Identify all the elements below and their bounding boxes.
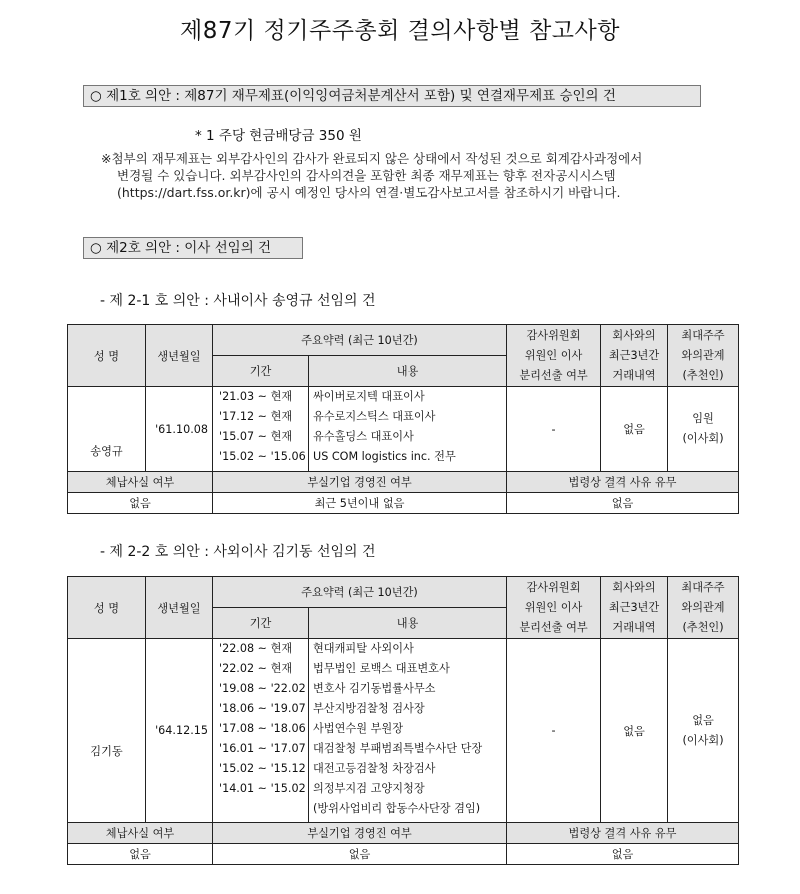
page-title: 제87기 정기주주총회 결의사항별 참고사항 — [180, 18, 620, 44]
header-name: 성 명 — [68, 577, 146, 639]
career-content: 사법연수원 부원장 — [313, 722, 404, 735]
trade-value: 없음 — [601, 639, 668, 823]
trade-value: 없음 — [601, 387, 668, 472]
header-trade-line: 최근3년간 — [608, 600, 660, 614]
header-relation — [668, 577, 739, 639]
header-tax: 체납사실 여부 — [68, 823, 213, 844]
header-relation-line: 최대주주 — [681, 580, 725, 594]
header-relation — [668, 325, 739, 387]
career-content: 부산지방검찰청 검사장 — [313, 702, 425, 715]
career-content: 대검찰청 부패범죄특별수사단 단장 — [313, 742, 483, 755]
header-period: 기간 — [213, 608, 309, 639]
header-relation-line: 와의관계 — [681, 600, 725, 614]
career-contents — [309, 387, 507, 472]
relation-line: (이사회) — [682, 733, 724, 747]
agenda-2-heading: ○ 제2호 의안 : 이사 선임의 건 — [83, 237, 303, 259]
header-trade-line: 회사와의 — [612, 328, 656, 342]
header-audit-line: 위원인 이사 — [524, 348, 583, 362]
career-content: 싸이버로지텍 대표이사 — [313, 390, 425, 403]
relation-line: (이사회) — [682, 432, 724, 445]
header-audit — [507, 577, 601, 639]
insolvent-value: 없음 — [213, 844, 507, 865]
career-content: (방위사업비리 합동수사단장 겸임) — [313, 802, 481, 815]
header-trade — [601, 577, 668, 639]
career-periods — [213, 387, 309, 472]
career-period: '18.06 ~ '19.07 — [219, 702, 306, 715]
career-period: '16.01 ~ '17.07 — [219, 742, 306, 755]
header-period: 기간 — [213, 356, 309, 387]
candidate-name: 송영규 — [68, 387, 146, 472]
header-audit-line: 위원인 이사 — [524, 600, 583, 614]
career-period: '19.08 ~ '22.02 — [219, 682, 306, 695]
header-career: 주요약력 (최근 10년간) — [213, 325, 507, 356]
candidate-name: 김기동 — [68, 639, 146, 823]
career-period: '22.08 ~ 현재 — [219, 642, 293, 655]
insolvent-value: 최근 5년이내 없음 — [213, 493, 507, 514]
career-period: '15.02 ~ '15.12 — [219, 762, 306, 775]
career-period: '22.02 ~ 현재 — [219, 662, 293, 675]
career-period: '17.12 ~ 현재 — [219, 410, 293, 423]
career-content: US COM logistics inc. 전무 — [313, 450, 456, 463]
candidate-1-table — [67, 324, 739, 514]
header-insolvent: 부실기업 경영진 여부 — [213, 472, 507, 493]
candidate-2-table — [67, 576, 739, 865]
header-relation-line: 최대주주 — [681, 328, 725, 342]
tax-value: 없음 — [68, 493, 213, 514]
relation-value — [668, 387, 739, 472]
relation-line: 임원 — [692, 412, 714, 425]
career-period: '21.03 ~ 현재 — [219, 390, 293, 403]
career-content: 의정부지검 고양지청장 — [313, 782, 425, 795]
career-content: 현대캐피탈 사외이사 — [313, 642, 414, 655]
header-tax: 체납사실 여부 — [68, 472, 213, 493]
career-period: '14.01 ~ '15.02 — [219, 782, 306, 795]
header-audit-line: 감사위원회 — [526, 580, 581, 594]
career-content: 변호사 김기동법률사무소 — [313, 682, 436, 695]
header-relation-line: (추천인) — [682, 368, 724, 382]
header-relation-line: (추천인) — [682, 620, 724, 634]
header-audit-line: 감사위원회 — [526, 328, 581, 342]
career-periods — [213, 639, 309, 823]
career-content: 유수홀딩스 대표이사 — [313, 430, 414, 443]
header-trade-line: 회사와의 — [612, 580, 656, 594]
agenda-2-1-subheading: - 제 2-1 호 의안 : 사내이사 송영규 선임의 건 — [100, 293, 376, 309]
header-birth: 생년월일 — [146, 577, 213, 639]
candidate-birth: '61.10.08 — [146, 387, 213, 472]
relation-value — [668, 639, 739, 823]
header-trade-line: 거래내역 — [612, 368, 656, 382]
header-trade-line: 최근3년간 — [608, 348, 660, 362]
audit-value: - — [507, 387, 601, 472]
header-content: 내용 — [309, 608, 507, 639]
career-period: '15.07 ~ 현재 — [219, 430, 293, 443]
career-period: '15.02 ~ '15.06 — [219, 450, 306, 463]
relation-line: 없음 — [692, 713, 714, 727]
header-audit-line: 분리선출 여부 — [519, 620, 588, 634]
audit-value: - — [507, 639, 601, 823]
note-line: ※첨부의 재무제표는 외부감사인의 감사가 완료되지 않은 상태에서 작성된 것으로 회계감사과정에서 — [101, 151, 643, 166]
agenda-2-2-subheading: - 제 2-2 호 의안 : 사외이사 김기동 선임의 건 — [100, 544, 376, 560]
header-disqual: 법령상 결격 사유 유무 — [507, 823, 739, 844]
header-name: 성 명 — [68, 325, 146, 387]
header-career: 주요약력 (최근 10년간) — [213, 577, 507, 608]
header-birth: 생년월일 — [146, 325, 213, 387]
career-content: 유수로지스틱스 대표이사 — [313, 410, 436, 423]
career-period — [219, 799, 308, 819]
financial-statement-note — [101, 150, 741, 201]
disqual-value: 없음 — [507, 844, 739, 865]
career-contents — [309, 639, 507, 823]
career-content: 법무법인 로백스 대표변호사 — [313, 662, 450, 675]
agenda-1-heading: ○ 제1호 의안 : 제87기 재무제표(이익잉여금처분계산서 포함) 및 연결재무제표 승인의 건 — [83, 85, 701, 107]
note-line: 변경될 수 있습니다. 외부감사인의 감사의견을 포함한 최종 재무제표는 향후 전자공시시스템 — [117, 168, 616, 183]
career-period: '17.08 ~ '18.06 — [219, 722, 306, 735]
candidate-birth: '64.12.15 — [146, 639, 213, 823]
career-content: 대전고등검찰청 차장검사 — [313, 762, 436, 775]
header-content: 내용 — [309, 356, 507, 387]
header-audit-line: 분리선출 여부 — [519, 368, 588, 382]
tax-value: 없음 — [68, 844, 213, 865]
header-disqual: 법령상 결격 사유 유무 — [507, 472, 739, 493]
disqual-value: 없음 — [507, 493, 739, 514]
header-insolvent: 부실기업 경영진 여부 — [213, 823, 507, 844]
dividend-per-share: * 1 주당 현금배당금 350 원 — [195, 128, 362, 144]
header-trade-line: 거래내역 — [612, 620, 656, 634]
header-trade — [601, 325, 668, 387]
header-relation-line: 와의관계 — [681, 348, 725, 362]
header-audit — [507, 325, 601, 387]
note-line: (https://dart.fss.or.kr)에 공시 예정인 당사의 연결·별도감사보고서를 참조하시기 바랍니다. — [117, 185, 621, 200]
